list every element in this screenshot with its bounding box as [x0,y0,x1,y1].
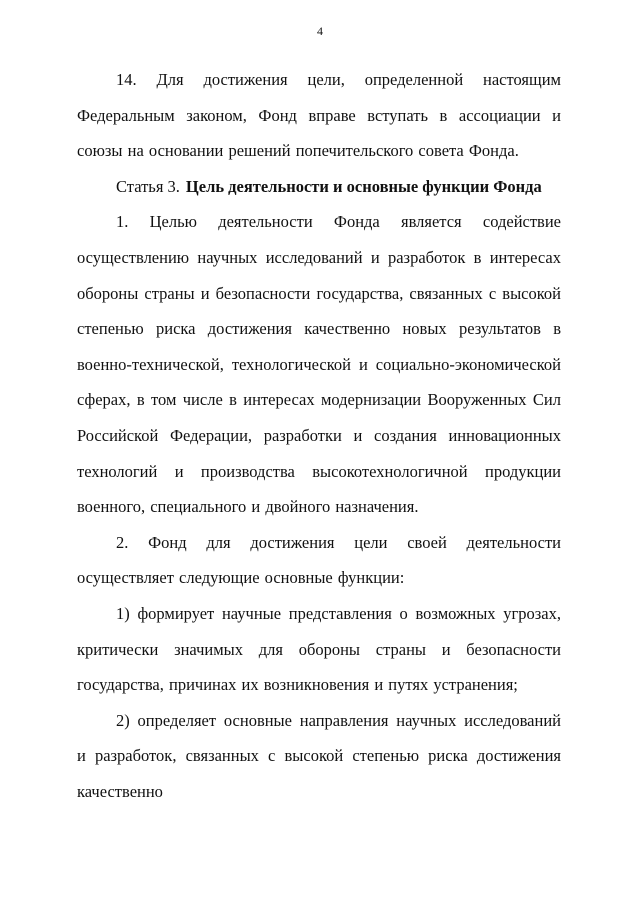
document-body [77,62,561,809]
article-paragraph-1: 1. Целью деятельности Фонда является содействие осуществлению научных исследований и разработок в интересах обороны страны и безопасности государства, связанных с высокой степенью риска достижения качественно новых результатов в военно-технической, технологической и социально-экономической сферах, в том числе в интересах модернизации Вооруженных Сил Российской Федерации, разработки и создания инновационных технологий и производства высокотехнологичной продукции военного, специального и двойного назначения. [77,212,561,517]
paragraph-14: 14. Для достижения цели, определенной настоящим Федеральным законом, Фонд вправе вступать в ассоциации и союзы на основании решений попечительского совета Фонда. [77,70,561,161]
article-heading [77,169,561,205]
list-item-1: 1) формирует научные представления о возможных угрозах, критически значимых для обороны страны и безопасности государства, причинах их возникновения и путях устранения; [77,603,561,695]
page-number: 4 [317,24,323,38]
list-item-2: 2) определяет основные направления научных исследований и разработок, связанных с высокой степенью риска достижения качественно [77,710,561,801]
article-number: Статья 3. [116,176,180,196]
article-paragraph-2: 2. Фонд для достижения цели своей деятельности осуществляет следующие основные функции: [77,532,561,588]
article-title: Цель деятельности и основные функции Фонда [185,176,542,196]
